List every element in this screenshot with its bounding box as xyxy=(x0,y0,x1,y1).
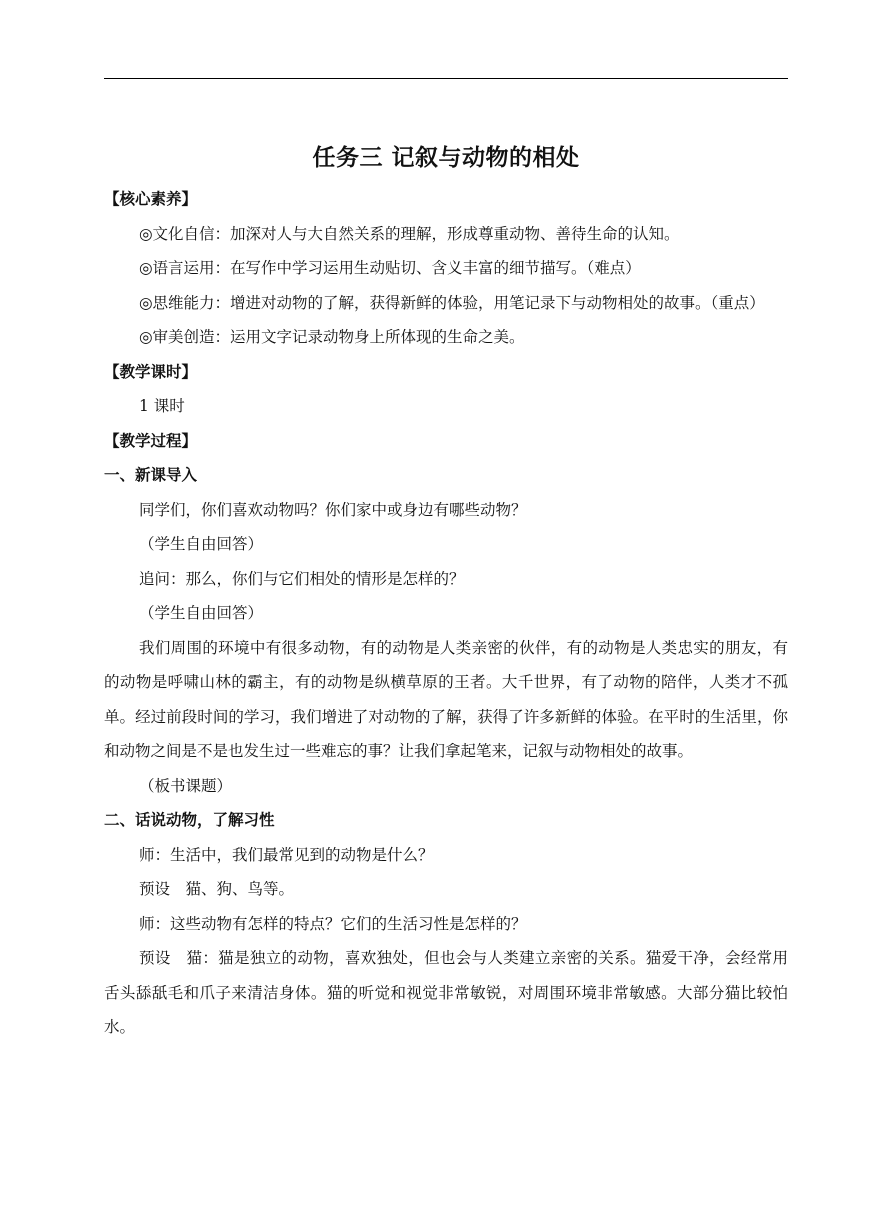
section-1-line: （学生自由回答） xyxy=(139,604,264,622)
core-item-culture: ◎文化自信：加深对人与大自然关系的理解，形成尊重动物、善待生命的认知。 xyxy=(139,224,680,243)
section-1-line: 追问：那么，你们与它们相处的情形是怎样的？ xyxy=(139,569,465,588)
teaching-process-heading: 【教学过程】 xyxy=(104,430,198,450)
section-1-heading: 一、新课导入 xyxy=(104,465,198,484)
section-1-paragraph: 我们周围的环境中有很多动物，有的动物是人类亲密的伙伴，有的动物是人类忠实的朋友，有的动物是呼啸山林的霸主，有的动物是纵横草原的王者。大千世界，有了动物的陪伴，人类才不孤单。经过前段时间的学习，我们增进了对动物的了解，获得了许多新鲜的体验。在平时的生活里，你和动物之间是不是也发生过一些难忘的事？让我们拿起笔来，记叙与动物相处的故事。 xyxy=(104,638,788,760)
core-literacy-heading: 【核心素养】 xyxy=(104,189,198,208)
section-2-line: 师：生活中，我们最常见到的动物是什么？ xyxy=(139,845,434,864)
section-1-line: 同学们，你们喜欢动物吗？你们家中或身边有哪些动物？ xyxy=(139,500,527,519)
page-title: 任务三 记叙与动物的相处 xyxy=(312,144,580,171)
section-1-note: （板书课题） xyxy=(139,776,233,795)
core-item-language: ◎语言运用：在写作中学习运用生动贴切、含义丰富的细节描写。（难点） xyxy=(139,259,641,277)
core-item-aesthetic: ◎审美创造：运用文字记录动物身上所体现的生命之美。 xyxy=(139,328,525,346)
teaching-hours-value: 1 课时 xyxy=(139,397,185,415)
header-rule xyxy=(104,78,788,79)
core-item-thinking: ◎思维能力：增进对动物的了解，获得新鲜的体验，用笔记录下与动物相处的故事。（重点） xyxy=(139,293,765,312)
section-2-line: 师：这些动物有怎样的特点？它们的生活习性是怎样的？ xyxy=(139,914,527,933)
teaching-hours-heading: 【教学课时】 xyxy=(104,361,198,381)
section-2-heading: 二、话说动物，了解习性 xyxy=(104,810,275,829)
section-1-line: （学生自由回答） xyxy=(139,535,264,553)
section-2-line: 预设 猫、狗、鸟等。 xyxy=(139,880,295,898)
document-body xyxy=(104,138,788,1045)
section-2-paragraph: 预设 猫：猫是独立的动物，喜欢独处，但也会与人类建立亲密的关系。猫爱干净，会经常用舌头舔舐毛和爪子来清洁身体。猫的听觉和视觉非常敏锐，对周围环境非常敏感。大部分猫比较怕水。 xyxy=(104,949,788,1036)
